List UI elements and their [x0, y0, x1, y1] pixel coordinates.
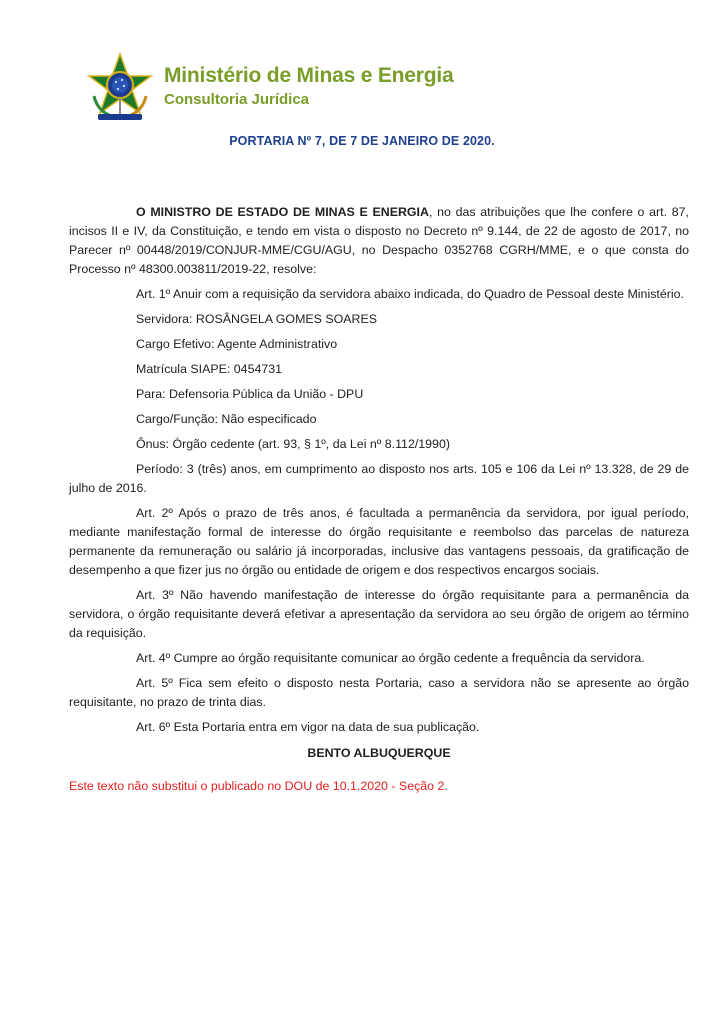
article-6: Art. 6º Esta Portaria entra em vigor na data de sua publicação.: [136, 720, 480, 734]
field-onus: Ônus: Órgão cedente (art. 93, § 1º, da Lei nº 8.112/1990): [136, 437, 450, 451]
letterhead: [84, 52, 604, 122]
field-cargo-funcao: Cargo/Função: Não especificado: [136, 412, 317, 426]
signature: BENTO ALBUQUERQUE: [307, 746, 451, 760]
coat-of-arms-icon: [84, 52, 156, 122]
field-matricula: Matrícula SIAPE: 0454731: [136, 362, 283, 376]
field-servidora: Servidora: ROSÂNGELA GOMES SOARES: [136, 312, 378, 326]
intro-paragraph: [69, 203, 689, 279]
article-3: Art. 3º Não havendo manifestação de interesse do órgão requisitante para a permanência da servidora, o órgão requisitante deverá efetivar a apresentação da servidora ao seu órgão de origem ao término da requisição.: [69, 588, 689, 640]
ministry-name: Ministério de Minas e Energia: [164, 64, 454, 87]
article-2: Art. 2º Após o prazo de três anos, é facultada a permanência da servidora, por igual período, mediante manifestação formal de interesse do órgão requisitante e reembolso das parcelas de natureza permanente da remuneração ou salário já incorporadas, inclusive das vantagens pessoais, da gratificação de desempenho a que fizer jus no órgão ou entidade de origem e dos respectivos encargos sociais.: [69, 506, 689, 577]
disclaimer-note: Este texto não substitui o publicado no DOU de 10.1.2020 - Seção 2.: [69, 779, 448, 793]
article-4: Art. 4º Cumpre ao órgão requisitante comunicar ao órgão cedente a frequência da servidora.: [136, 651, 645, 665]
intro-rest: , no das atribuições que lhe confere o art. 87, incisos II e IV, da Constituição, e tendo em vista o disposto no Decreto nº 9.144, de 22 de agosto de 2017, no Parecer nº 00448/2019/CONJUR-MME/CGU/AGU, no Despacho 0352768 CGRH/MME, e o que consta do Processo nº 48300.003811/2019-22, resolve:: [69, 205, 689, 276]
intro-lead: O MINISTRO DE ESTADO DE MINAS E ENERGIA: [136, 205, 429, 219]
article-1: Art. 1º Anuir com a requisição da servidora abaixo indicada, do Quadro de Pessoal deste Ministério.: [136, 287, 684, 301]
article-5: Art. 5º Fica sem efeito o disposto nesta Portaria, caso a servidora não se apresente ao órgão requisitante, no prazo de trinta dias.: [69, 676, 689, 709]
document-title: PORTARIA Nº 7, DE 7 DE JANEIRO DE 2020.: [229, 134, 495, 148]
field-cargo-efetivo: Cargo Efetivo: Agente Administrativo: [136, 337, 338, 351]
unit-name: Consultoria Jurídica: [164, 91, 310, 108]
field-periodo: Período: 3 (três) anos, em cumprimento ao disposto nos arts. 105 e 106 da Lei nº 13.328, de 29 de julho de 2016.: [69, 462, 689, 495]
document-body: [69, 203, 689, 796]
field-para: Para: Defensoria Pública da União - DPU: [136, 387, 364, 401]
